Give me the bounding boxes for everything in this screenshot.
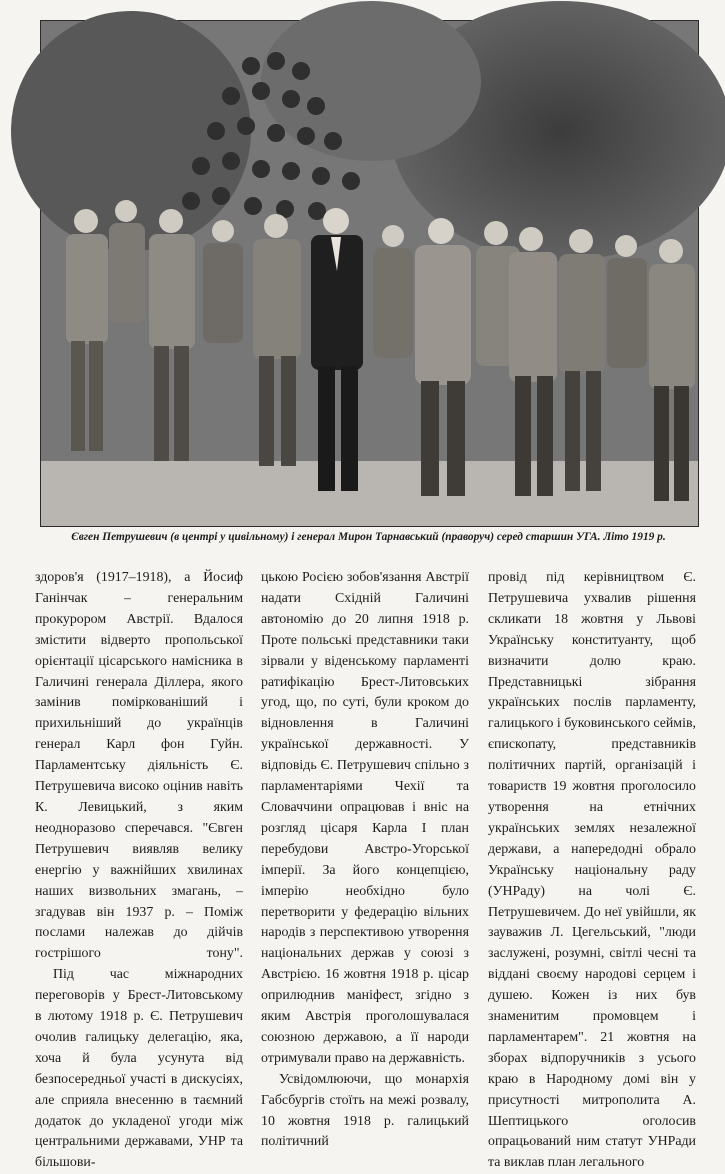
paragraph: цькою Росією зобов'язання Австрії надати Східній Галичині автономію до 20 липня 1918 р. Проте польські представники таки зірвали у віденському парламенті ратифікацію Брест-Литовських угод, що, по суті, були кроком до відновлення в Галичині української державності. У відповідь Є. Петрушевич спільно з парламентаріями Чехії та Словаччини опрацював і вніс на розгляд цісаря Карла І план перебудови Австро-Угорської імперії. За його концепцією, імперію необхідно було перетворити у федерацію вільних народів з перспективою утворення національних держав у союзі з Австрією. 16 жовтня 1918 р. цісар оприлюднив маніфест, згідно з яким Австрія проголошувалася союзною державою, а її народи отримували право на державність. xyxy=(261,570,469,1066)
text-column-3 xyxy=(488,568,696,1171)
text-column-1 xyxy=(35,568,243,1171)
group-photo-illustration xyxy=(41,21,698,526)
group-photo xyxy=(40,20,699,527)
paragraph: Усвідомлюючи, що монархія Габсбургів стоїть на межі розвалу, 10 жовтня 1918 р. галицький політичний xyxy=(261,1071,469,1150)
paragraph: здоров'я (1917–1918), а Йосиф Ганінчак – генеральним прокурором Австрії. Вдалося змістити відверто пропольської орієнтації цісарського намісника в Галичині генерала Діллера, якого замінив поміркованіший і прихильніший до українців генерал Карл фон Гуйн. Парламентську діяльність Є. Петрушевича високо оцінив навіть К. Левицький, з яким неодноразово сперечався. "Євген Петрушевич виявляв велику енергію у важнійших хвилинах наших визвольних змагань, – згадував він 1937 р. – Поміж послами належав до дійчів гострішого тону". xyxy=(35,570,243,962)
paragraph: провід під керівництвом Є. Петрушевича ухвалив рішення скликати 18 жовтня у Львові Українську конституанту, щоб визначити долю краю. Представницькі зібрання українських послів парламенту, галицького і буковинського сеймів, єпископату, представників політичних партій, організацій і товариств 19 жовтня проголосило утворення на етнічних українських землях незалежної держави, а напередодні обрало Українську національну раду (УНРаду) на чолі Є. Петрушевичем. До неї увійшли, як зауважив Л. Цегельський, "люди заслужені, розумні, світлі чесні та віддані своєму народові серцем і душею. Кожен із них був знаменитим промовцем і парламентарем". 21 жовтня на зборах відпоручників з усього краю в Народному домі він у присутності митрополита А. Шептицького оголосив опрацьований ним статут УНРади та виклав план легального xyxy=(488,570,696,1171)
photo-caption: Євген Петрушевич (в центрі у цивільному) і генерал Мирон Тарнавський (праворуч) серед старшин УГА. Літо 1919 р. xyxy=(71,531,666,543)
text-column-2 xyxy=(261,568,469,1150)
paragraph: Під час міжнародних переговорів у Брест-Литовському в лютому 1918 р. Є. Петрушевич очолив галицьку делегацію, яка, хоча й була усунута від безпосередньої участі в дискусіях, але сприяла внесенню в таємний додаток до укладеної угоди між центральними державами, УНР та більшови- xyxy=(35,967,243,1171)
